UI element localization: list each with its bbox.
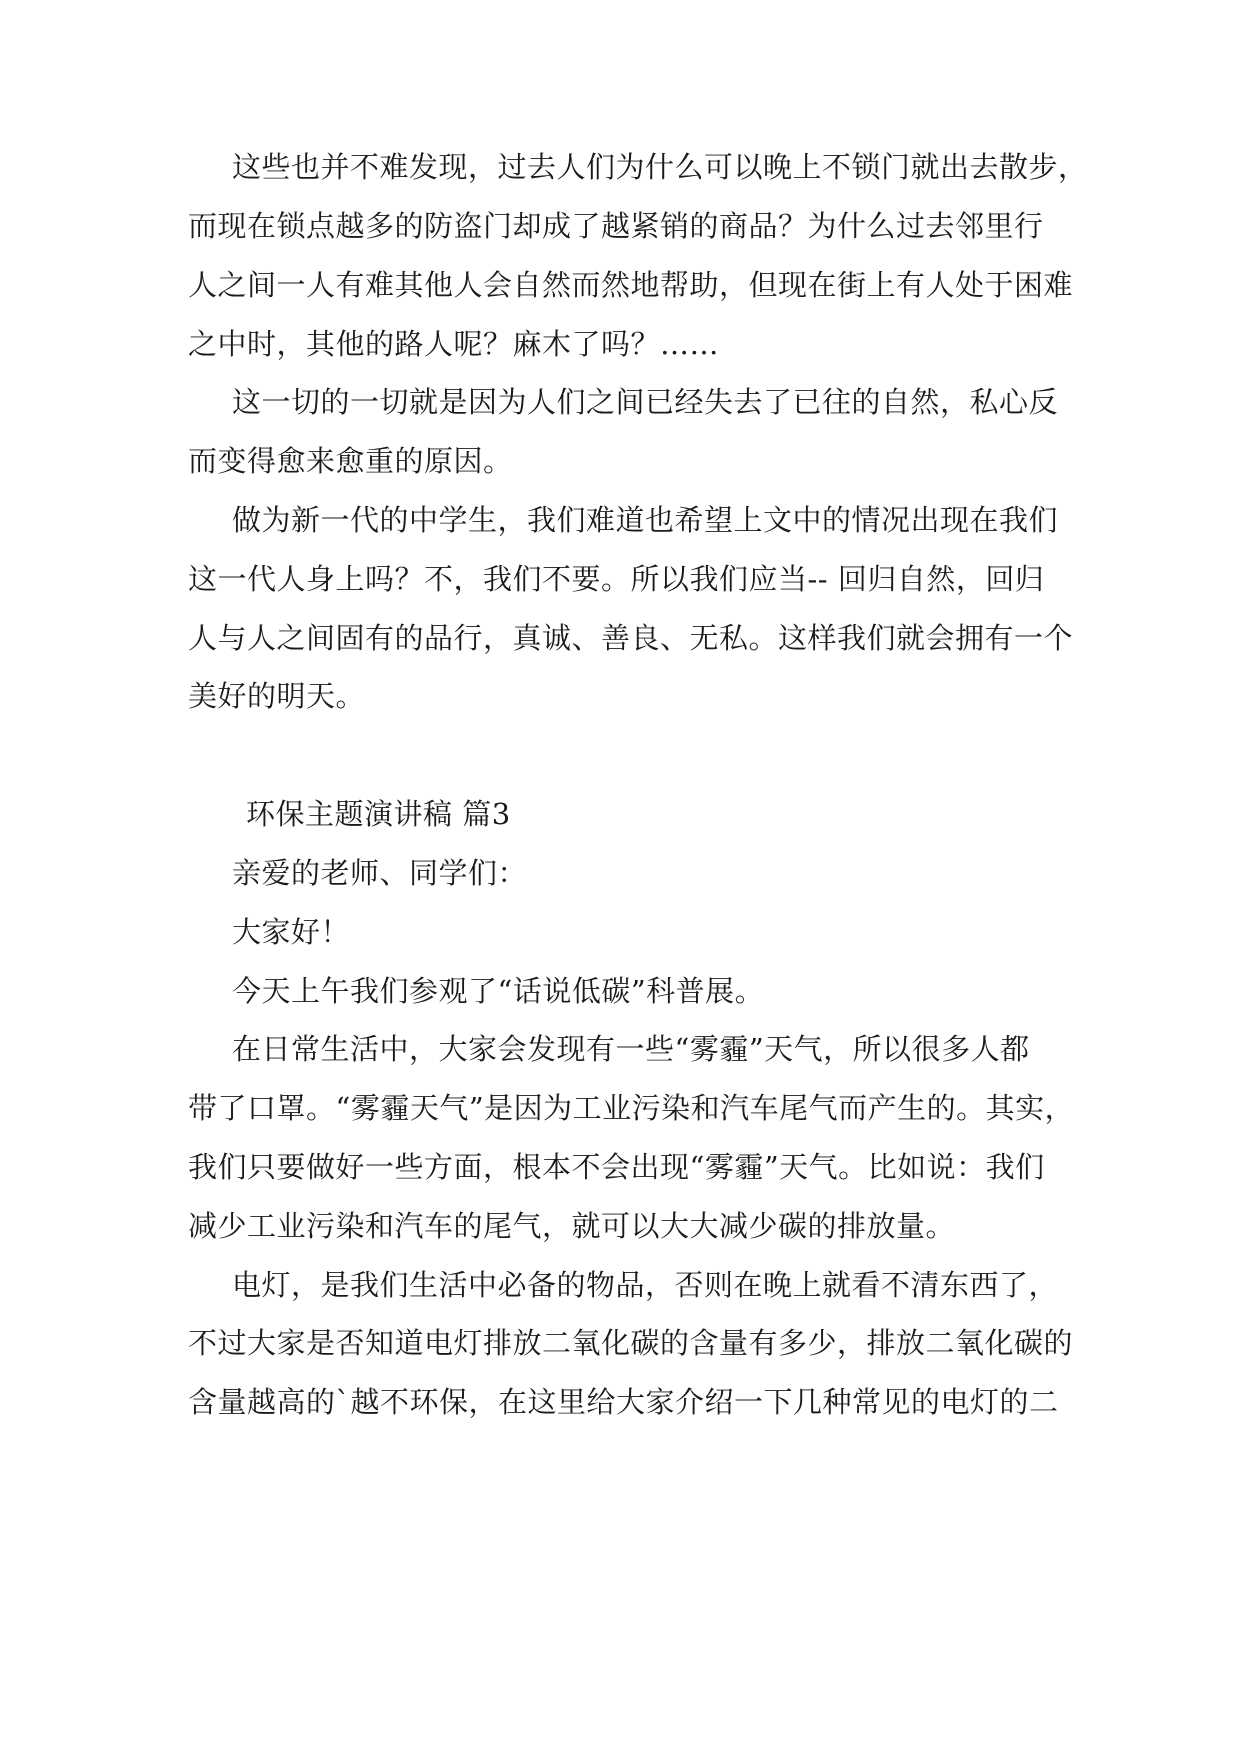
paragraph-line: 人与人之间固有的品行，真诚、善良、无私。这样我们就会拥有一个	[188, 621, 1074, 655]
paragraph-line: 人之间一人有难其他人会自然而然地帮助，但现在街上有人处于困难	[188, 268, 1074, 302]
paragraph-line: 减少工业污染和汽车的尾气，就可以大大减少碳的排放量。	[188, 1209, 956, 1243]
paragraph-line: 我们只要做好一些方面，根本不会出现“雾霾”天气。比如说：我们	[188, 1150, 1045, 1184]
paragraph-line: 在日常生活中，大家会发现有一些“雾霾”天气，所以很多人都	[232, 1032, 1030, 1066]
paragraph-line: 带了口罩。“雾霾天气”是因为工业污染和汽车尾气而产生的。其实，	[188, 1091, 1075, 1125]
paragraph-line: 不过大家是否知道电灯排放二氧化碳的含量有多少，排放二氧化碳的	[188, 1326, 1074, 1360]
paragraph-line: 这些也并不难发现，过去人们为什么可以晚上不锁门就出去散步，	[232, 150, 1088, 184]
salutation-line: 亲爱的老师、同学们：	[232, 856, 528, 890]
paragraph-line: 美好的明天。	[188, 679, 366, 713]
paragraph-line: 做为新一代的中学生，我们难道也希望上文中的情况出现在我们	[232, 503, 1059, 537]
section-heading: 环保主题演讲稿 篇3	[246, 797, 511, 831]
paragraph-line: 这一切的一切就是因为人们之间已经失去了已往的自然，私心反	[232, 385, 1059, 419]
paragraph-line: 今天上午我们参观了“话说低碳”科普展。	[232, 974, 765, 1008]
paragraph-line: 电灯，是我们生活中必备的物品，否则在晚上就看不清东西了，	[232, 1268, 1059, 1302]
greeting-line: 大家好！	[232, 915, 351, 949]
paragraph-line: 而变得愈来愈重的原因。	[188, 444, 513, 478]
paragraph-line: 这一代人身上吗？不，我们不要。所以我们应当-- 回归自然，回归	[188, 562, 1045, 596]
paragraph-line: 含量越高的`越不环保，在这里给大家介绍一下几种常见的电灯的二	[188, 1385, 1059, 1419]
paragraph-line: 而现在锁点越多的防盗门却成了越紧销的商品？为什么过去邻里行	[188, 209, 1044, 243]
paragraph-line: 之中时，其他的路人呢？麻木了吗？……	[188, 327, 720, 361]
